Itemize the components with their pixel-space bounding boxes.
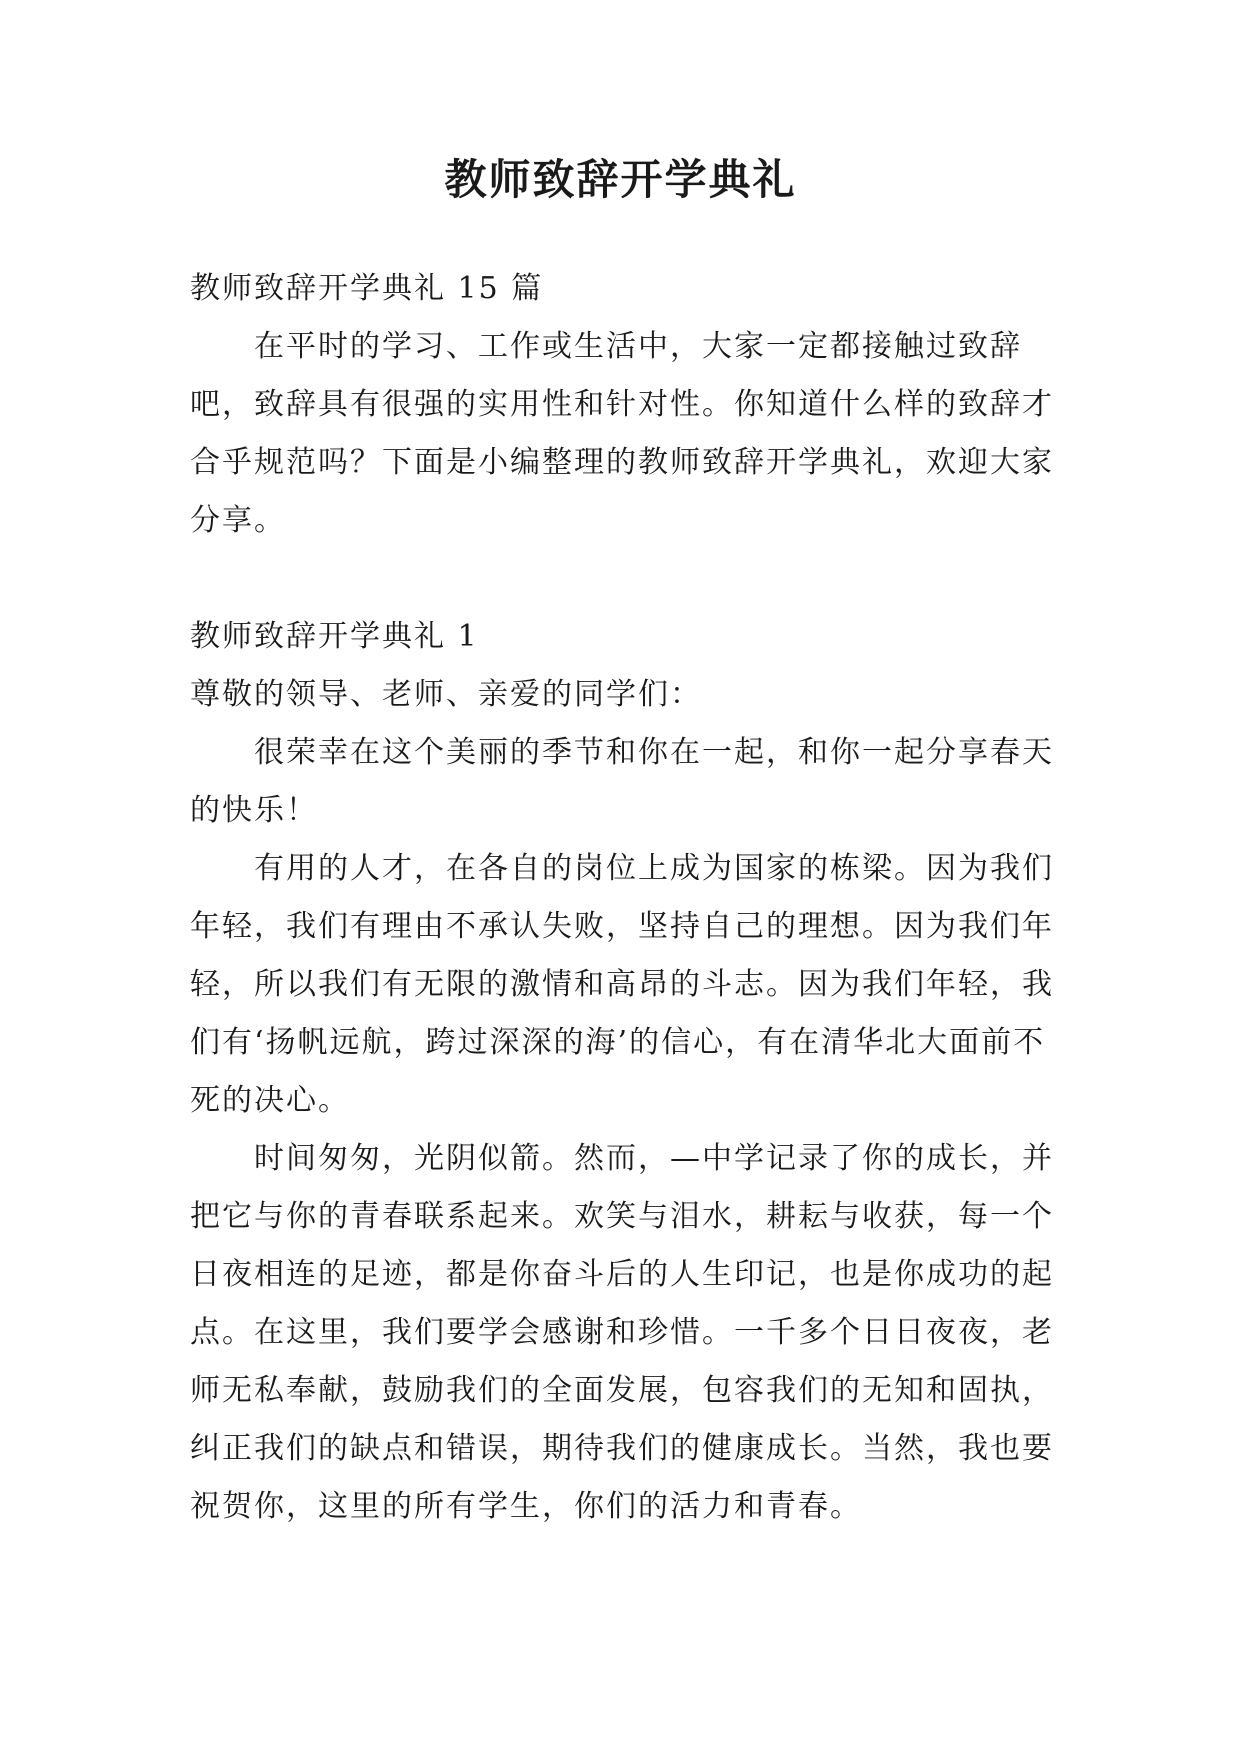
body-paragraph: 时间匆匆，光阴似箭。然而，—中学记录了你的成长，并把它与你的青春联系起来。欢笑与泪水，耕耘与收获，每一个日夜相连的足迹，都是你奋斗后的人生印记，也是你成功的起点。在这里，我们要学会感谢和珍惜。一千多个日日夜夜，老师无私奉献，鼓励我们的全面发展，包容我们的无知和固执，纠正我们的缺点和错误，期待我们的健康成长。当然，我也要祝贺你，这里的所有学生，你们的活力和青春。	[190, 1141, 1054, 1524]
section-heading: 教师致辞开学典礼 1	[190, 619, 479, 654]
intro-paragraph: 在平时的学习、工作或生活中，大家一定都接触过致辞吧，致辞具有很强的实用性和针对性。你知道什么样的致辞才合乎规范吗？下面是小编整理的教师致辞开学典礼，欢迎大家分享。	[190, 329, 1054, 538]
document-body	[190, 260, 1058, 1536]
salutation: 尊敬的领导、老师、亲爱的同学们：	[190, 677, 702, 712]
document-title: 教师致辞开学典礼	[444, 155, 797, 204]
document-subtitle: 教师致辞开学典礼 15 篇	[190, 271, 544, 306]
section-spacer	[190, 550, 1058, 608]
body-paragraph: 有用的人才，在各自的岗位上成为国家的栋梁。因为我们年轻，我们有理由不承认失败，坚持自己的理想。因为我们年轻，所以我们有无限的激情和高昂的斗志。因为我们年轻，我们有‘扬帆远航，跨过深深的海’的信心，有在清华北大面前不死的决心。	[190, 851, 1054, 1118]
body-paragraph: 很荣幸在这个美丽的季节和你在一起，和你一起分享春天的快乐！	[190, 735, 1054, 828]
